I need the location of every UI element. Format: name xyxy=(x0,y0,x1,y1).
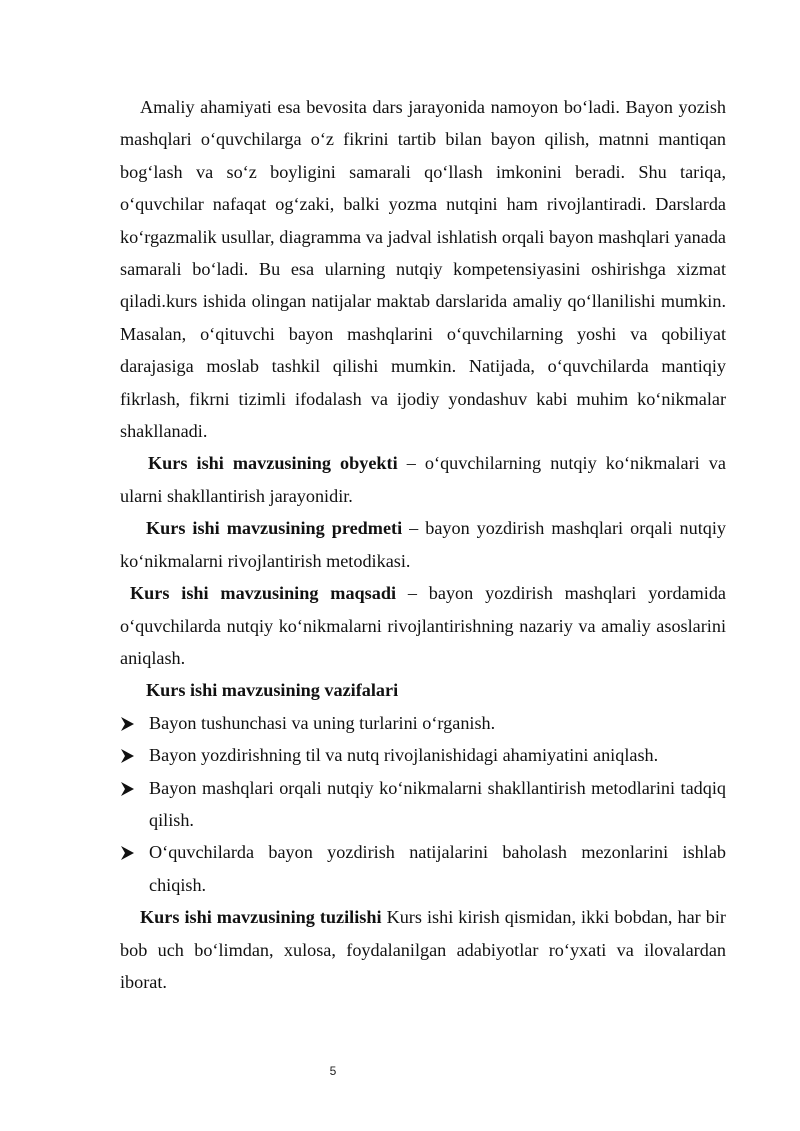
paragraph-practical-significance: Amaliy ahamiyati esa bevosita dars jarayonida namoyon bo‘ladi. Bayon yozish mashqlari o‘quvchilarga o‘z fikrini tartib bilan bayon qilish, matnni mantiqan bog‘lash va so‘z boyligini samarali qo‘llash imkonini beradi. Shu tariqa, o‘quvchilar nafaqat og‘zaki, balki yozma nutqini ham rivojlantiradi. Darslarda ko‘rgazmalik usullar, diagramma va jadval ishlatish orqali bayon mashqlari yanada samarali bo‘ladi. Bu esa ularning nutqiy kompetensiyasini oshirishga xizmat qiladi.kurs ishida olingan natijalar maktab darslarida amaliy qo‘llanilishi mumkin. Masalan, o‘qituvchi bayon mashqlarini o‘quvchilarning yoshi va qobiliyat darajasiga moslab tashkil qilishi mumkin. Natijada, o‘quvchilarda mantiqiy fikrlash, fikrni tizimli ifodalash va ijodiy yondashuv kabi muhim ko‘nikmalar shakllanadi. xyxy=(120,97,726,442)
task-text: Bayon yozdirishning til va nutq rivojlanishidagi ahamiyatini aniqlash. xyxy=(149,745,659,766)
paragraph-tasks-heading xyxy=(120,674,726,706)
paragraph-goal xyxy=(120,577,726,674)
tasks-list xyxy=(120,707,726,901)
page-number: 5 xyxy=(329,1064,337,1078)
arrowhead-bullet-icon xyxy=(120,739,140,771)
list-item xyxy=(120,836,726,901)
arrowhead-bullet-icon xyxy=(120,836,140,868)
paragraph-structure xyxy=(120,901,726,998)
arrowhead-bullet-icon xyxy=(120,707,140,739)
object-label: Kurs ishi mavzusining obyekti xyxy=(148,453,398,474)
document-page xyxy=(120,91,726,998)
list-item xyxy=(120,772,726,837)
task-text: Bayon mashqlari orqali nutqiy ko‘nikmalarni shakllantirish metodlarini tadqiq qilish. xyxy=(149,777,726,830)
arrowhead-bullet-icon xyxy=(120,772,140,804)
subject-text: – bayon yozdirish mashqlari orqali nutqiy ko‘nikmalarni rivojlantirish metodikasi. xyxy=(120,518,727,571)
list-item xyxy=(120,739,726,771)
subject-label: Kurs ishi mavzusining predmeti xyxy=(146,518,403,539)
structure-text: Kurs ishi kirish qismidan, ikki bobdan, har bir bob uch bo‘limdan, xulosa, foydalanilgan adabiyotlar ro‘yxati va ilovalardan iborat. xyxy=(120,907,726,992)
list-item xyxy=(120,707,726,739)
paragraph-subject xyxy=(120,512,726,577)
goal-text: – bayon yozdirish mashqlari yordamida o‘quvchilarda nutqiy ko‘nikmalarni rivojlantirishning nazariy va amaliy asoslarini aniqlash. xyxy=(120,583,726,668)
tasks-label: Kurs ishi mavzusining vazifalari xyxy=(146,680,399,701)
structure-label: Kurs ishi mavzusining tuzilishi xyxy=(140,907,382,928)
task-text: O‘quvchilarda bayon yozdirish natijalarini baholash mezonlarini ishlab chiqish. xyxy=(149,842,726,895)
paragraph-object xyxy=(120,447,726,512)
task-text: Bayon tushunchasi va uning turlarini o‘rganish. xyxy=(149,712,496,733)
goal-label: Kurs ishi mavzusining maqsadi xyxy=(130,583,396,604)
object-text: – o‘quvchilarning nutqiy ko‘nikmalari va ularni shakllantirish jarayonidir. xyxy=(120,453,726,506)
